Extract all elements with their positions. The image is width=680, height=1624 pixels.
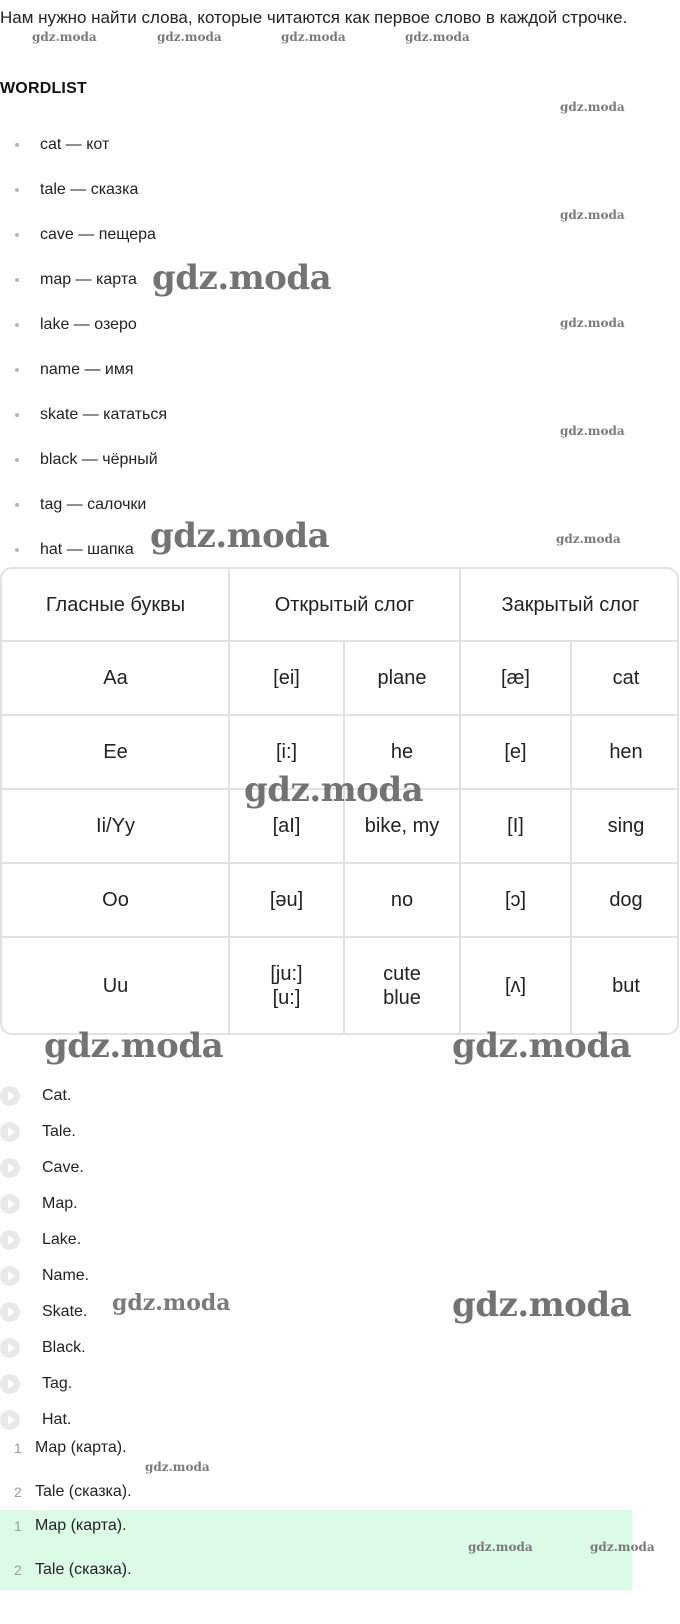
table-column-divider — [459, 569, 461, 641]
table-cell: Oo — [102, 889, 129, 911]
answer-text: Skate. — [42, 1303, 88, 1320]
table-cell: hen — [609, 741, 643, 763]
answer-text: Cat. — [42, 1087, 72, 1104]
play-circle-icon[interactable] — [0, 1266, 20, 1286]
watermark-text: gdz.moda — [452, 1026, 632, 1066]
table-cell: [ju:] [u:] — [270, 963, 303, 1009]
table-cell: Aa — [103, 667, 128, 689]
item-text: Tale (сказка). — [35, 1561, 132, 1578]
table-header-cell: Закрытый слог — [501, 594, 640, 616]
play-circle-icon[interactable] — [0, 1158, 20, 1178]
table-cell: [i:] — [275, 741, 298, 763]
play-circle-icon[interactable] — [0, 1086, 20, 1106]
table-column-divider — [343, 641, 345, 1035]
wordlist-item — [40, 494, 146, 516]
watermark-text: gdz.moda — [281, 30, 346, 44]
answer-text: Lake. — [42, 1231, 82, 1248]
intro-text: Нам нужно найти слова, которые читаются как первое слово в каждой строчке. — [0, 8, 628, 27]
answer-text: Hat. — [42, 1411, 72, 1428]
table-cell: bike, my — [364, 815, 440, 837]
table-cell: [əu] — [269, 889, 304, 911]
wordlist-item-text: hat — шапка — [40, 541, 134, 558]
table-row-divider — [2, 640, 679, 642]
watermark-text: gdz.moda — [150, 516, 330, 556]
play-circle-icon[interactable] — [0, 1230, 20, 1250]
item-number: 2 — [14, 1484, 22, 1500]
table-cell: cute blue — [383, 963, 421, 1009]
table-header-cell: Открытый слог — [274, 594, 415, 616]
answer-text: Map. — [42, 1195, 78, 1212]
table-cell: Uu — [102, 975, 129, 997]
answer-text: Tag. — [42, 1375, 73, 1392]
watermark-text: gdz.moda — [560, 316, 625, 330]
bullet-icon — [15, 233, 19, 237]
table-cell: but — [612, 975, 640, 997]
play-circle-icon[interactable] — [0, 1302, 20, 1322]
watermark-text: gdz.moda — [560, 208, 625, 222]
watermark-text: gdz.moda — [590, 1540, 655, 1554]
watermark-text: gdz.moda — [145, 1460, 210, 1474]
table-column-divider — [228, 569, 230, 641]
wordlist-item-text: map — карта — [40, 271, 137, 288]
play-circle-icon[interactable] — [0, 1338, 20, 1358]
wordlist-item — [40, 314, 137, 336]
watermark-text: gdz.moda — [560, 424, 625, 438]
answer-text: Black. — [42, 1339, 86, 1356]
item-number: 1 — [14, 1518, 22, 1534]
bullet-icon — [15, 143, 19, 147]
wordlist-item-text: black — чёрный — [40, 451, 158, 468]
watermark-text: gdz.moda — [468, 1540, 533, 1554]
table-column-divider — [570, 641, 572, 1035]
wordlist-item-text: cave — пещера — [40, 226, 156, 243]
table-row-divider — [2, 936, 679, 938]
watermark-text: gdz.moda — [244, 770, 424, 810]
watermark-text: gdz.moda — [152, 258, 332, 298]
wordlist-item — [40, 134, 109, 156]
wordlist-item — [40, 224, 156, 246]
bullet-icon — [15, 458, 19, 462]
bullet-icon — [15, 413, 19, 417]
bullet-icon — [15, 548, 19, 552]
table-cell: [æ] — [501, 667, 530, 689]
wordlist-item-text: cat — кот — [40, 136, 110, 153]
table-cell: plane — [377, 667, 427, 689]
wordlist-item — [40, 449, 158, 471]
table-cell: Ee — [103, 741, 128, 763]
answer-text: Cave. — [42, 1159, 84, 1176]
table-row-divider — [2, 862, 679, 864]
table-cell: Ii/Yy — [96, 815, 135, 837]
table-cell: [e] — [504, 741, 527, 763]
watermark-text: gdz.moda — [405, 30, 470, 44]
watermark-text: gdz.moda — [452, 1285, 632, 1325]
wordlist-title: WORDLIST — [0, 80, 87, 97]
watermark-text: gdz.moda — [32, 30, 97, 44]
bullet-icon — [15, 323, 19, 327]
table-cell: [ɔ] — [504, 889, 527, 911]
wordlist-item — [40, 539, 134, 561]
watermark-text: gdz.moda — [556, 532, 621, 546]
table-column-divider — [228, 641, 230, 1035]
table-column-divider — [459, 641, 461, 1035]
play-circle-icon[interactable] — [0, 1374, 20, 1394]
watermark-text: gdz.moda — [112, 1290, 231, 1316]
table-cell: [aI] — [272, 815, 301, 837]
bullet-icon — [15, 278, 19, 282]
wordlist-item-text: lake — озеро — [40, 316, 137, 333]
table-cell: [ei] — [273, 667, 300, 689]
wordlist-item-text: skate — кататься — [40, 406, 168, 423]
wordlist-item-text: tag — салочки — [40, 496, 147, 513]
watermark-text: gdz.moda — [560, 100, 625, 114]
table-row-divider — [2, 714, 679, 716]
wordlist-item — [40, 404, 167, 426]
table-cell: cat — [612, 667, 640, 689]
wordlist-item-text: name — имя — [40, 361, 134, 378]
watermark-text: gdz.moda — [44, 1026, 224, 1066]
wordlist-item-text: tale — сказка — [40, 181, 139, 198]
wordlist-item — [40, 269, 137, 291]
bullet-icon — [15, 368, 19, 372]
table-cell: no — [390, 889, 414, 911]
answer-text: Tale. — [42, 1123, 76, 1140]
item-text: Map (карта). — [35, 1439, 127, 1456]
bullet-icon — [15, 503, 19, 507]
play-circle-icon[interactable] — [0, 1122, 20, 1142]
table-cell: [ʌ] — [504, 975, 527, 997]
wordlist-item — [40, 179, 138, 201]
item-number: 1 — [14, 1440, 22, 1456]
bullet-icon — [15, 188, 19, 192]
play-circle-icon[interactable] — [0, 1194, 20, 1214]
item-text: Tale (сказка). — [35, 1483, 132, 1500]
table-cell: [I] — [507, 815, 524, 837]
table-cell: he — [390, 741, 414, 763]
play-circle-icon[interactable] — [0, 1410, 20, 1430]
wordlist-item — [40, 359, 134, 381]
answer-text: Name. — [42, 1267, 90, 1284]
watermark-text: gdz.moda — [157, 30, 222, 44]
table-cell: sing — [607, 815, 645, 837]
table-header-cell: Гласные буквы — [45, 594, 186, 616]
item-number: 2 — [14, 1562, 22, 1578]
item-text: Map (карта). — [35, 1517, 127, 1534]
table-cell: dog — [609, 889, 643, 911]
